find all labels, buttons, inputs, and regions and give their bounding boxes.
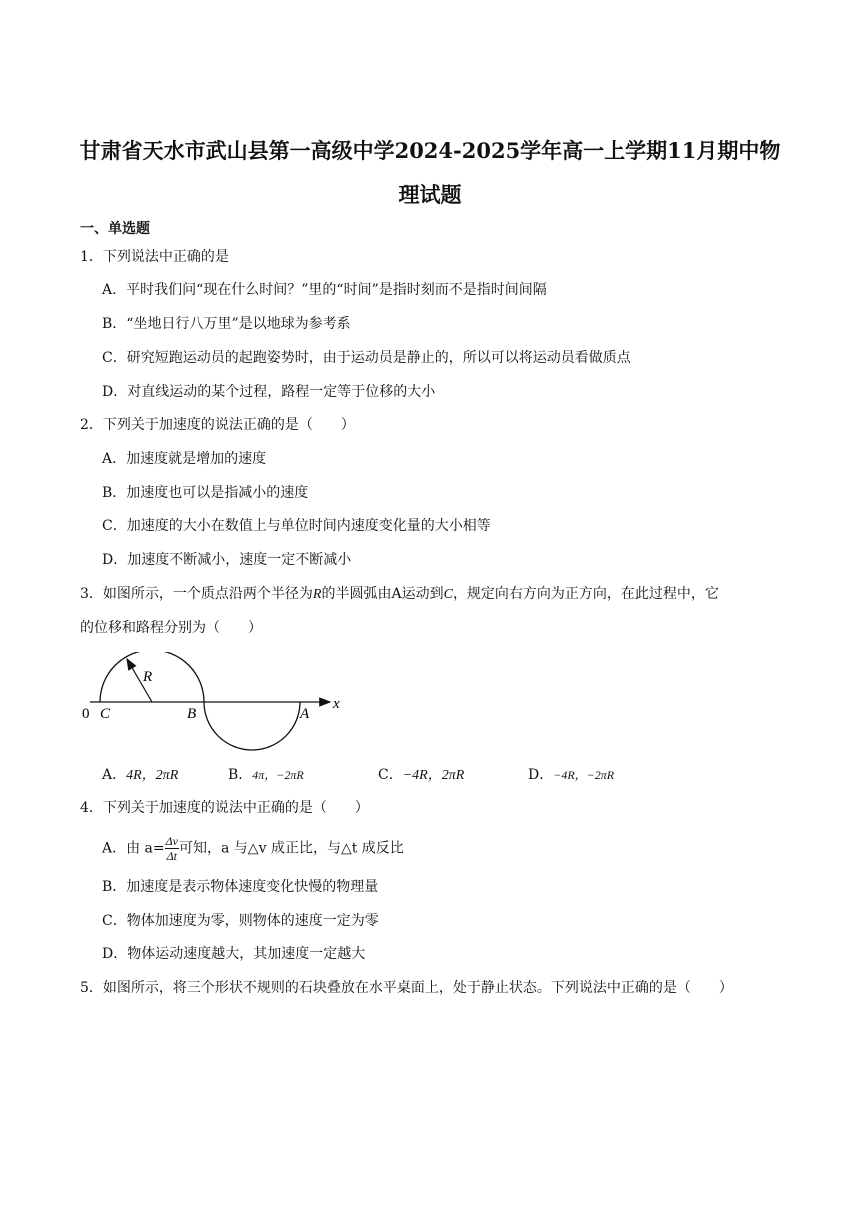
page-title-line1: 甘肃省天水市武山县第一高级中学2024-2025学年高一上学期11月期中物 [79,138,781,163]
question-1-option-b: B．“坐地日行八万里”是以地球为参考系 [102,316,351,332]
question-4-option-c: C．物体加速度为零，则物体的速度一定为零 [102,913,379,929]
question-2-option-a: A．加速度就是增加的速度 [102,451,267,467]
page-title-line2: 理试题 [398,182,462,207]
fraction-denominator: Δt [166,849,178,863]
question-2-option-c: C．加速度的大小在数值上与单位时间内速度变化量的大小相等 [102,518,491,534]
question-4-stem: 4．下列关于加速度的说法中正确的是（ ） [80,800,369,816]
option-a-value: 4R，2πR [126,768,179,783]
question-5-stem: 5．如图所示，将三个形状不规则的石块叠放在水平桌面上，处于静止状态。下列说法中正确的是（ ） [80,980,733,996]
question-1-option-d: D．对直线运动的某个过程，路程一定等于位移的大小 [102,384,436,400]
question-1-option-c: C．研究短跑运动员的起跑姿势时，由于运动员是静止的，所以可以将运动员看做质点 [102,350,631,366]
option-a-suffix: 可知，a 与△v 成正比，与△t 成反比 [179,840,404,857]
option-d-value: −4R，−2πR [553,768,615,782]
radius-label: R [143,669,153,685]
question-4-option-b: B．加速度是表示物体速度变化快慢的物理量 [102,879,379,895]
question-3-option-a [102,764,178,784]
option-c-value: −4R，2πR [402,768,465,783]
point-c-label: C [100,706,111,722]
question-3-figure [78,652,348,756]
question-3-point-c-symbol: C [443,587,453,602]
question-2-option-b: B．加速度也可以是指减小的速度 [102,485,309,501]
question-2-stem: 2．下列关于加速度的说法正确的是（ ） [80,417,355,433]
delta-v-over-delta-t-fraction [165,834,179,863]
question-3-option-c [378,764,464,784]
question-3-stem-line2: 的位移和路程分别为（ ） [80,620,262,636]
option-b-value: 4π，−2πR [252,768,304,782]
question-4-option-a [102,834,404,863]
question-1-stem: 1．下列说法中正确的是 [80,249,229,265]
section-heading: 一、单选题 [80,221,150,237]
x-axis-label: x [333,696,340,712]
question-2-option-d: D．加速度不断减小，速度一定不断减小 [102,552,352,568]
origin-label: 0 [82,706,90,722]
option-a-prefix: A．由 a= [102,840,165,857]
point-a-label: A [300,706,310,722]
fraction-numerator: Δv [165,834,179,848]
question-3-stem-part3: ，规定向右方向为正方向，在此过程中，它 [452,586,719,602]
option-b-letter: B． [228,767,253,783]
question-1-option-a: A．平时我们问“现在什么时间？”里的“时间”是指时刻而不是指时间间隔 [102,282,547,298]
question-3-option-b [228,764,304,784]
point-b-label: B [187,706,197,722]
option-a-letter: A． [102,767,127,783]
option-c-letter: C． [378,767,403,783]
option-d-letter: D． [528,767,554,783]
question-3-stem-part2: 的半圆弧由A运动到 [321,586,444,602]
question-4-option-d: D．物体运动速度越大，其加速度一定越大 [102,946,366,962]
question-3-radius-symbol: R [312,587,322,602]
question-3-stem [80,584,719,605]
question-3-stem-part1: 3．如图所示，一个质点沿两个半径为 [80,586,313,602]
question-3-option-d [528,764,614,784]
lower-semicircle-arc [204,702,300,750]
